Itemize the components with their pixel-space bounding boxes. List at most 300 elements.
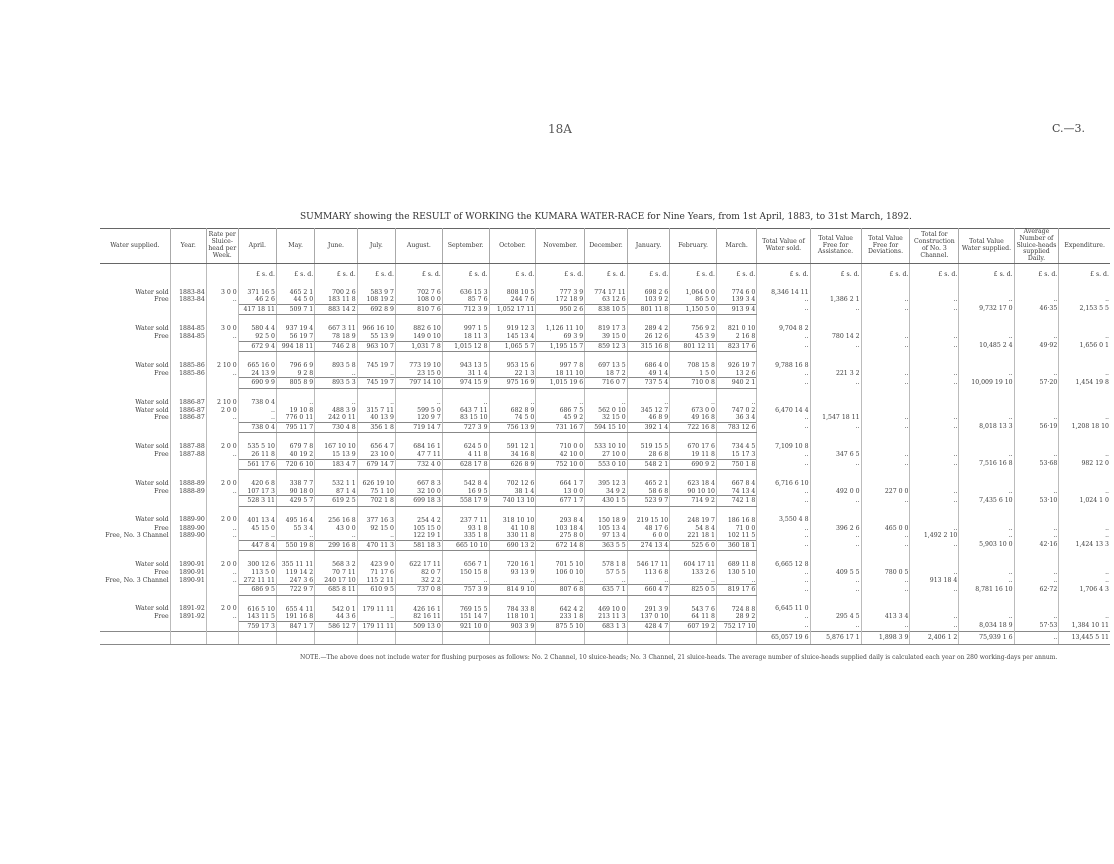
- sold-cell: 6,470 14 4: [757, 407, 810, 415]
- subtotal-cell: 913 9 4: [716, 304, 756, 315]
- subtotal-cell: 752 17 10: [716, 621, 756, 632]
- total-cell: [959, 389, 1014, 407]
- column-header: July.: [357, 229, 395, 264]
- month-cell: 13 0 0: [536, 488, 585, 496]
- month-cell: 578 1 8: [585, 551, 628, 569]
- table-row: [100, 315, 1110, 333]
- cell: [206, 378, 238, 389]
- sold-cell: 6,716 6 10: [757, 470, 810, 488]
- avg-total-cell: 49·92: [1014, 341, 1059, 352]
- month-cell: 667 8 4: [716, 470, 756, 488]
- cell: [716, 632, 756, 645]
- month-cell: 137 0 10: [627, 613, 670, 621]
- page-number: 18A: [548, 122, 572, 136]
- cell: [315, 632, 358, 645]
- subtotal-cell: 594 15 10: [585, 422, 628, 433]
- unit-cell: £ s. d.: [1090, 271, 1109, 279]
- rate-cell: 2 0 0: [206, 407, 238, 415]
- month-cell: ..: [238, 407, 276, 415]
- total-cell: [959, 551, 1014, 569]
- sold-total-cell: ..: [757, 496, 810, 507]
- subtotal-cell: 548 2 1: [627, 459, 670, 470]
- constr-cell: ..: [910, 525, 959, 533]
- month-cell: ..: [716, 577, 756, 585]
- subtotal-cell: 742 1 8: [716, 496, 756, 507]
- water-supplied-cell: Water sold: [100, 279, 170, 297]
- avg-total-cell: 62·72: [1014, 585, 1059, 596]
- dev-cell: ..: [861, 451, 910, 459]
- cell: [170, 621, 206, 632]
- table-row: [100, 525, 1110, 533]
- month-cell: 315 7 11: [357, 407, 395, 415]
- cell: [536, 632, 585, 645]
- sold-cell: ..: [757, 569, 810, 577]
- subtotal-cell: 737 5 4: [627, 378, 670, 389]
- month-cell: ..: [357, 613, 395, 621]
- month-cell: 32 15 0: [585, 414, 628, 422]
- subtotal-cell: 429 5 7: [276, 496, 314, 507]
- month-cell: 56 19 7: [276, 333, 314, 341]
- month-cell: 300 12 6: [238, 551, 276, 569]
- assist-cell: [810, 506, 861, 524]
- table-row: [100, 279, 1110, 297]
- sold-cell: ..: [757, 525, 810, 533]
- dev-total-cell: ..: [861, 422, 910, 433]
- water-supplied-cell: Free, No. 3 Channel: [100, 532, 170, 540]
- subtotal-cell: 672 14 8: [536, 540, 585, 551]
- summary-table: [100, 228, 1110, 645]
- month-cell: ..: [396, 389, 443, 407]
- dev-cell: ..: [861, 370, 910, 378]
- assist-cell: ..: [810, 532, 861, 540]
- month-cell: 769 15 5: [442, 595, 489, 613]
- assist-total-cell: ..: [810, 422, 861, 433]
- year-cell: 1886-87: [170, 389, 206, 407]
- column-header: Total Value of Water sold.: [757, 229, 810, 264]
- year-cell: 1890-91: [170, 569, 206, 577]
- total-cell: ..: [959, 525, 1014, 533]
- unit-cell: £ s. d.: [585, 264, 628, 279]
- month-cell: 139 3 4: [716, 296, 756, 304]
- month-cell: 41 10 8: [489, 525, 536, 533]
- sold-cell: 9,704 8 2: [757, 315, 810, 333]
- month-cell: 240 17 10: [315, 577, 358, 585]
- constr-total-cell: ..: [910, 540, 959, 551]
- subtotal-cell: 893 5 3: [315, 378, 358, 389]
- column-header: June.: [315, 229, 358, 264]
- subtotal-cell: 994 18 11: [276, 341, 314, 352]
- subtotal-cell: 783 12 6: [716, 422, 756, 433]
- total-cell: [959, 470, 1014, 488]
- subtotal-cell: 745 19 7: [357, 378, 395, 389]
- dev-cell: ..: [861, 414, 910, 422]
- subtotal-cell: 759 17 3: [238, 621, 276, 632]
- dev-cell: [861, 433, 910, 451]
- dev-cell: 227 0 0: [861, 488, 910, 496]
- subtotal-cell: 756 13 9: [489, 422, 536, 433]
- sold-total-cell: ..: [757, 540, 810, 551]
- table-row: [100, 451, 1110, 459]
- assist-cell: 221 3 2: [810, 370, 861, 378]
- year-cell: 1890-91: [170, 577, 206, 585]
- water-supplied-cell: Water sold: [100, 315, 170, 333]
- month-cell: 543 7 6: [670, 595, 717, 613]
- subtotal-cell: 710 0 8: [670, 378, 717, 389]
- cell: [276, 632, 314, 645]
- month-cell: 70 7 11: [315, 569, 358, 577]
- month-cell: 26 11 8: [238, 451, 276, 459]
- month-cell: 113 5 0: [238, 569, 276, 577]
- month-cell: 103 9 2: [627, 296, 670, 304]
- grand-total-cell: ..: [1014, 632, 1059, 645]
- month-cell: 533 10 10: [585, 433, 628, 451]
- exp-cell: ..: [1105, 576, 1109, 584]
- assist-cell: [810, 389, 861, 407]
- subtotal-cell: 719 14 7: [396, 422, 443, 433]
- cell: [170, 341, 206, 352]
- month-cell: 673 0 0: [670, 407, 717, 415]
- cell: [170, 540, 206, 551]
- month-cell: 700 2 6: [315, 279, 358, 297]
- constr-cell: ..: [910, 613, 959, 621]
- month-cell: 16 9 5: [442, 488, 489, 496]
- month-cell: 542 8 4: [442, 470, 489, 488]
- subtotal-cell: 716 0 7: [585, 378, 628, 389]
- month-cell: 426 16 1: [396, 595, 443, 613]
- month-cell: 28 6 8: [627, 451, 670, 459]
- constr-cell: 1,492 2 10: [910, 532, 959, 540]
- subtotal-cell: 690 9 9: [238, 378, 276, 389]
- cell: [206, 621, 238, 632]
- month-cell: 122 19 1: [396, 532, 443, 540]
- sold-total-cell: ..: [757, 422, 810, 433]
- month-cell: 71 17 6: [357, 569, 395, 577]
- avg-cell: [1014, 407, 1059, 415]
- assist-cell: 1,386 2 1: [810, 296, 861, 304]
- subtotal-cell: 686 9 5: [238, 585, 276, 596]
- subtotal-row: [100, 459, 1110, 470]
- exp-total-cell: 1,656 0 1: [1079, 342, 1109, 350]
- subtotal-cell: 720 6 10: [276, 459, 314, 470]
- constr-cell: [910, 433, 959, 451]
- assist-cell: [810, 470, 861, 488]
- water-supplied-cell: Water sold: [100, 551, 170, 569]
- cell: [170, 632, 206, 645]
- month-cell: 893 5 8: [315, 352, 358, 370]
- month-cell: 774 17 11: [585, 279, 628, 297]
- cell: [100, 632, 170, 645]
- month-cell: 44 3 6: [315, 613, 358, 621]
- unit-cell: £ s. d.: [276, 264, 314, 279]
- assist-cell: [810, 352, 861, 370]
- month-cell: 57 5 5: [585, 569, 628, 577]
- month-cell: 71 0 0: [716, 525, 756, 533]
- dev-cell: [861, 506, 910, 524]
- month-cell: 821 0 10: [716, 315, 756, 333]
- dev-cell: 413 3 4: [861, 613, 910, 621]
- subtotal-cell: 619 2 5: [315, 496, 358, 507]
- month-cell: 47 7 11: [396, 451, 443, 459]
- month-cell: 562 0 10: [585, 407, 628, 415]
- year-cell: 1889-90: [170, 532, 206, 540]
- sold-cell: ..: [757, 333, 810, 341]
- subtotal-cell: 679 14 7: [357, 459, 395, 470]
- rate-cell: 2 0 0: [206, 506, 238, 524]
- constr-cell: ..: [910, 488, 959, 496]
- subtotal-row: [100, 304, 1110, 315]
- dev-total-cell: ..: [861, 378, 910, 389]
- subtotal-cell: 1,015 19 6: [536, 378, 585, 389]
- month-cell: 191 16 8: [276, 613, 314, 621]
- cell: [100, 496, 170, 507]
- avg-cell: ..: [1014, 370, 1059, 378]
- month-cell: 568 3 2: [315, 551, 358, 569]
- rate-cell: 3 0 0: [206, 279, 238, 297]
- constr-cell: 913 18 4: [910, 577, 959, 585]
- year-cell: 1887-88: [170, 451, 206, 459]
- constr-cell: [910, 279, 959, 297]
- sold-cell: 8,346 14 11: [757, 279, 810, 297]
- total-cell: ..: [959, 333, 1014, 341]
- month-cell: 82 0 7: [396, 569, 443, 577]
- sold-total-cell: ..: [757, 378, 810, 389]
- month-cell: 636 15 3: [442, 279, 489, 297]
- month-cell: ..: [276, 532, 314, 540]
- sold-total-cell: ..: [757, 304, 810, 315]
- month-cell: 103 18 4: [536, 525, 585, 533]
- cell: [357, 632, 395, 645]
- month-cell: 92 15 0: [357, 525, 395, 533]
- sold-cell: 6,665 12 8: [757, 551, 810, 569]
- month-cell: 31 1 4: [442, 370, 489, 378]
- month-cell: 604 17 11: [670, 551, 717, 569]
- dev-cell: ..: [861, 333, 910, 341]
- cell: [585, 632, 628, 645]
- subtotal-cell: 752 10 0: [536, 459, 585, 470]
- rate-cell: ..: [206, 370, 238, 378]
- month-cell: 667 8 3: [396, 470, 443, 488]
- subtotal-cell: 586 12 7: [315, 621, 358, 632]
- month-cell: ..: [627, 577, 670, 585]
- month-cell: 1 5 0: [670, 370, 717, 378]
- exp-cell: ..: [1105, 532, 1109, 540]
- cell: [206, 459, 238, 470]
- total-total-cell: 10,009 19 10: [959, 378, 1014, 389]
- subtotal-cell: 470 11 3: [357, 540, 395, 551]
- sold-cell: ..: [757, 370, 810, 378]
- month-cell: 64 11 8: [670, 613, 717, 621]
- dev-cell: [861, 407, 910, 415]
- assist-total-cell: ..: [810, 621, 861, 632]
- month-cell: 186 16 8: [716, 506, 756, 524]
- column-header: Year.: [170, 229, 206, 264]
- subtotal-cell: 523 9 7: [627, 496, 670, 507]
- subtotal-cell: 509 13 0: [396, 621, 443, 632]
- total-cell: ..: [959, 569, 1014, 577]
- constr-total-cell: ..: [910, 585, 959, 596]
- exp-total-cell: 1,424 13 3: [1075, 541, 1109, 549]
- month-cell: 1,126 11 10: [536, 315, 585, 333]
- subtotal-cell: 179 11 11: [357, 621, 395, 632]
- month-cell: 34 16 8: [489, 451, 536, 459]
- month-cell: 734 4 5: [716, 433, 756, 451]
- table-row: [100, 595, 1110, 613]
- dev-cell: [861, 315, 910, 333]
- table-title: SUMMARY showing the RESULT of WORKING the KUMARA WATER-RACE for Nine Years, from 1st April, 1883, to 31st March, 1892.: [300, 212, 912, 222]
- avg-cell: ..: [1014, 414, 1059, 422]
- month-cell: 39 15 0: [585, 333, 628, 341]
- month-cell: 355 11 11: [276, 551, 314, 569]
- month-cell: 401 13 4: [238, 506, 276, 524]
- month-cell: 46 2 6: [238, 296, 276, 304]
- month-cell: 667 3 11: [315, 315, 358, 333]
- subtotal-cell: 561 17 6: [238, 459, 276, 470]
- month-cell: 54 8 4: [670, 525, 717, 533]
- column-header: January.: [627, 229, 670, 264]
- subtotal-cell: 1,195 15 7: [536, 341, 585, 352]
- month-cell: 248 19 7: [670, 506, 717, 524]
- cell: [170, 264, 206, 279]
- table-row: [100, 370, 1110, 378]
- assist-cell: 347 6 5: [810, 451, 861, 459]
- month-cell: 784 33 8: [489, 595, 536, 613]
- water-supplied-cell: Water sold: [100, 389, 170, 407]
- table-row: [100, 569, 1110, 577]
- cell: [238, 632, 276, 645]
- exp-cell: [1059, 407, 1110, 415]
- month-cell: 519 15 5: [627, 433, 670, 451]
- water-supplied-cell: Free: [100, 414, 170, 422]
- subtotal-cell: 814 9 10: [489, 585, 536, 596]
- month-cell: 9 2 8: [276, 370, 314, 378]
- exp-cell: [1059, 470, 1110, 488]
- unit-cell: £ s. d.: [716, 264, 756, 279]
- total-cell: ..: [959, 296, 1014, 304]
- dev-cell: [861, 470, 910, 488]
- total-total-cell: 7,435 6 10: [959, 496, 1014, 507]
- subtotal-cell: 528 3 11: [238, 496, 276, 507]
- subtotal-cell: 417 18 11: [238, 304, 276, 315]
- table-row: [100, 577, 1110, 585]
- year-cell: 1891-92: [170, 595, 206, 613]
- month-cell: 120 9 7: [396, 414, 443, 422]
- table-row: [100, 613, 1110, 621]
- month-cell: 684 16 1: [396, 433, 443, 451]
- month-cell: 78 18 9: [315, 333, 358, 341]
- month-cell: 254 4 2: [396, 506, 443, 524]
- dev-cell: [861, 352, 910, 370]
- subtotal-cell: 672 9 4: [238, 341, 276, 352]
- column-header: May.: [276, 229, 314, 264]
- subtotal-cell: 722 9 7: [276, 585, 314, 596]
- grand-total-row: [100, 632, 1110, 645]
- month-cell: ..: [238, 532, 276, 540]
- month-cell: 4 11 8: [442, 451, 489, 459]
- month-cell: 183 11 8: [315, 296, 358, 304]
- avg-cell: [1014, 551, 1059, 569]
- table-row: [100, 470, 1110, 488]
- sold-cell: ..: [757, 414, 810, 422]
- year-cell: 1889-90: [170, 525, 206, 533]
- avg-cell: [1014, 470, 1059, 488]
- month-cell: 242 0 11: [315, 414, 358, 422]
- water-supplied-cell: Free, No. 3 Channel: [100, 577, 170, 585]
- month-cell: 708 15 8: [670, 352, 717, 370]
- exp-cell: [1059, 315, 1110, 333]
- avg-total-cell: 53·10: [1014, 496, 1059, 507]
- assist-cell: [810, 407, 861, 415]
- cell: [170, 585, 206, 596]
- column-header: Total Value Water supplied.: [959, 229, 1014, 264]
- water-supplied-cell: Water sold: [100, 407, 170, 415]
- total-total-cell: 8,781 16 10: [959, 585, 1014, 596]
- column-header: Total for Construction of No. 3 Channel.: [910, 229, 959, 264]
- month-cell: ..: [238, 414, 276, 422]
- unit-cell: £ s. d.: [910, 264, 959, 279]
- subtotal-cell: 628 17 8: [442, 459, 489, 470]
- avg-cell: ..: [1014, 569, 1059, 577]
- assist-cell: 409 5 5: [810, 569, 861, 577]
- dev-cell: ..: [861, 577, 910, 585]
- year-cell: 1885-86: [170, 370, 206, 378]
- month-cell: 13 2 6: [716, 370, 756, 378]
- exp-cell: ..: [1105, 369, 1109, 377]
- month-cell: 371 16 5: [238, 279, 276, 297]
- month-cell: 151 14 7: [442, 613, 489, 621]
- water-supplied-cell: Water sold: [100, 506, 170, 524]
- dev-total-cell: ..: [861, 341, 910, 352]
- month-cell: 546 17 11: [627, 551, 670, 569]
- subtotal-cell: 963 10 7: [357, 341, 395, 352]
- month-cell: 15 13 9: [315, 451, 358, 459]
- exp-total-cell: 1,208 18 10: [1071, 423, 1109, 431]
- total-cell: [959, 595, 1014, 613]
- assist-cell: [810, 595, 861, 613]
- month-cell: 85 7 6: [442, 296, 489, 304]
- month-cell: 32 10 0: [396, 488, 443, 496]
- avg-cell: [1014, 352, 1059, 370]
- subtotal-cell: 1,052 17 11: [489, 304, 536, 315]
- month-cell: 108 0 0: [396, 296, 443, 304]
- month-cell: 293 8 4: [536, 506, 585, 524]
- water-supplied-cell: Water sold: [100, 352, 170, 370]
- month-cell: 465 2 1: [627, 470, 670, 488]
- unit-cell: £ s. d.: [757, 264, 810, 279]
- exp-cell: ..: [1105, 333, 1109, 341]
- month-cell: 665 16 0: [238, 352, 276, 370]
- month-cell: 244 7 6: [489, 296, 536, 304]
- month-cell: 488 3 9: [315, 407, 358, 415]
- total-cell: ..: [959, 414, 1014, 422]
- month-cell: 686 4 0: [627, 352, 670, 370]
- month-cell: 747 0 2: [716, 407, 756, 415]
- water-supplied-cell: Free: [100, 296, 170, 304]
- assist-cell: [810, 279, 861, 297]
- month-cell: ..: [357, 532, 395, 540]
- month-cell: 113 6 8: [627, 569, 670, 577]
- footnote: NOTE.—The above does not include water for flushing purposes as follows: No. 2 Channel, 10 sluice-heads; No. 3 Channel, 21 sluice-heads. The average number of sluice-heads supplied daily is calculated each year on 280 working-days per annum.: [300, 654, 1058, 661]
- subtotal-cell: 807 6 8: [536, 585, 585, 596]
- subtotal-cell: 950 2 6: [536, 304, 585, 315]
- month-cell: 272 11 11: [238, 577, 276, 585]
- month-cell: 535 5 10: [238, 433, 276, 451]
- subtotal-cell: 859 12 3: [585, 341, 628, 352]
- cell: [100, 540, 170, 551]
- avg-total-cell: 57·53: [1014, 621, 1059, 632]
- subtotal-cell: 581 18 3: [396, 540, 443, 551]
- month-cell: 420 6 8: [238, 470, 276, 488]
- dev-total-cell: ..: [861, 496, 910, 507]
